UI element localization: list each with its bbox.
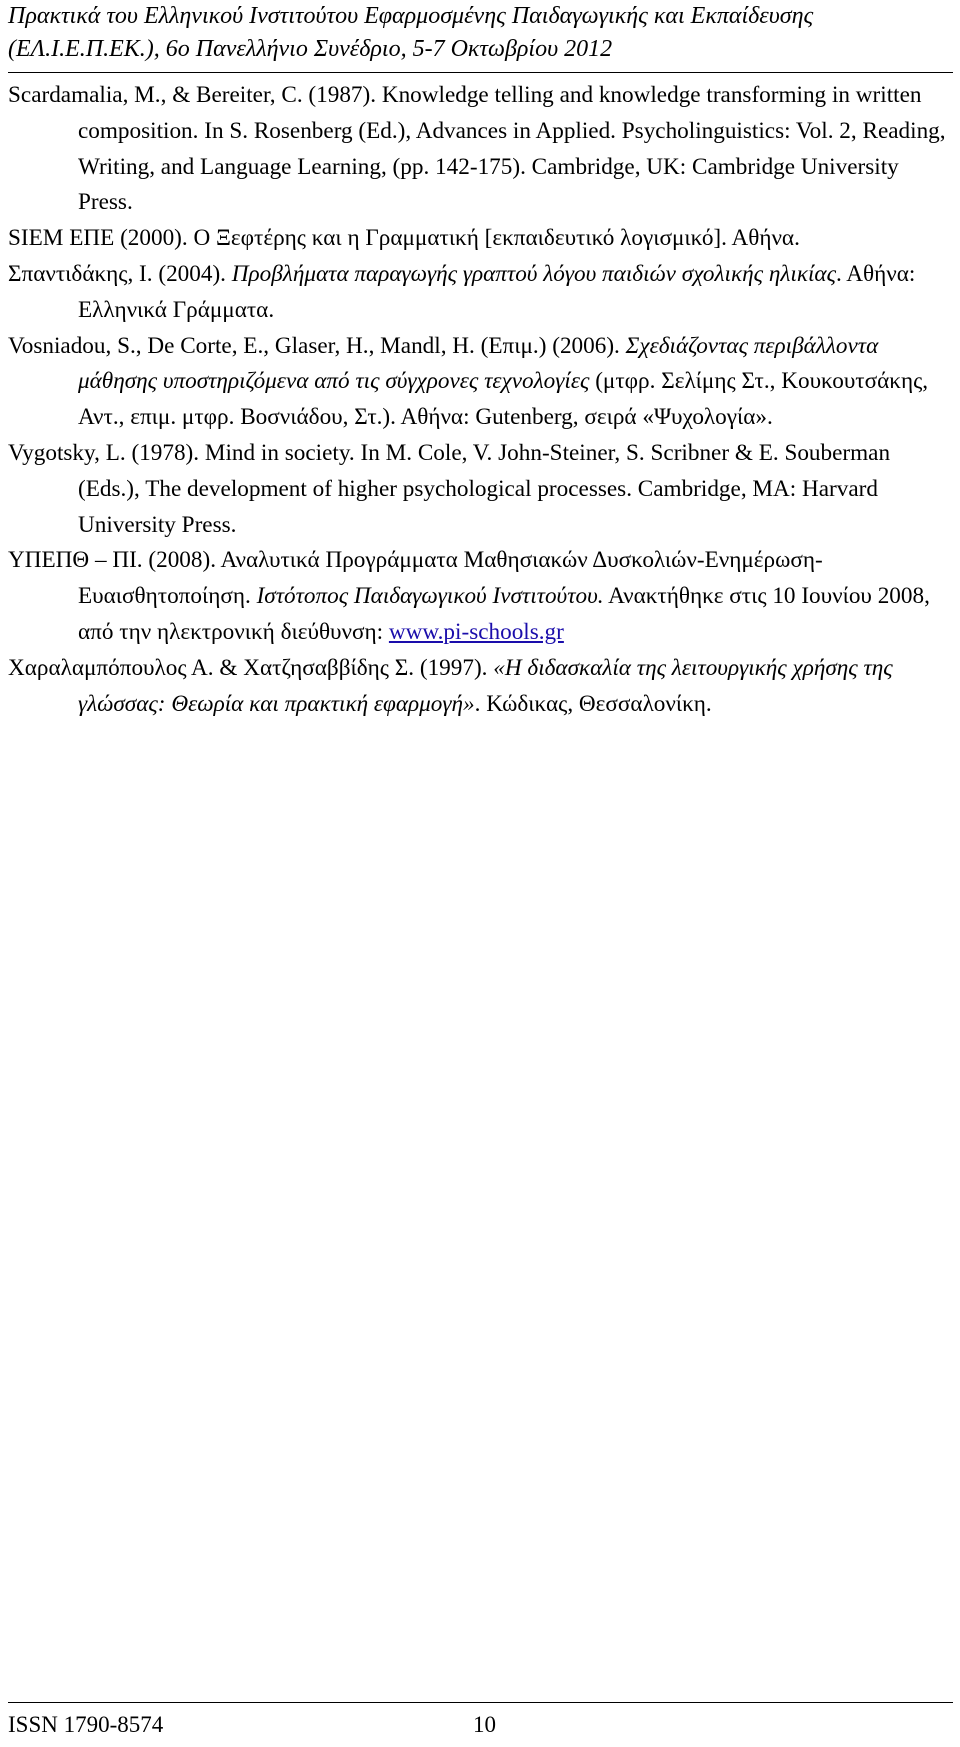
reference-text: Vosniadou, S., De Corte, E., Glaser, H., Mandl, H. (Επιμ.) (2006). (8, 332, 626, 359)
reference-entry (8, 543, 953, 650)
reference-list (8, 78, 953, 722)
reference-text: Vygotsky, L. (1978). Mind in society. In M. Cole, V. John-Steiner, S. Scribner & E. Souberman (Eds.), The development of higher psychological processes. Cambridge, MA: Harvard University Press. (8, 439, 891, 538)
issn-label: ISSN 1790-8574 (8, 1712, 164, 1737)
reference-text: (μτφρ. Σελίμης Στ., Κουκουτσάκης, Αντ., επιμ. μτφρ. Βοσνιάδου, Στ.). Αθήνα: Gutenberg, σειρά «Ψυχολογία». (78, 368, 929, 431)
header-line-2: (ΕΛ.Ι.Ε.Π.ΕΚ.), 6ο Πανελλήνιο Συνέδριο, 5-7 Οκτωβρίου 2012 (8, 36, 613, 62)
reference-entry (8, 651, 953, 723)
page-number: 10 (473, 1712, 496, 1737)
reference-entry (8, 436, 953, 543)
running-header (8, 0, 953, 73)
page-footer (8, 1702, 953, 1737)
reference-text: SIEM ΕΠΕ (2000). O Ξεφτέρης και η Γραμματική [εκπαιδευτικό λογισμικό]. Αθήνα. (8, 225, 800, 252)
reference-text: ΥΠΕΠΘ – ΠΙ. (2008). Αναλυτικά Προγράμματα Μαθησιακών Δυσκολιών-Ενημέρωση-Ευαισθητοποίηση. (8, 547, 823, 610)
reference-title: Προβλήματα παραγωγής γραπτού λόγου παιδιών σχολικής ηλικίας (231, 260, 836, 287)
reference-link[interactable]: www.pi-schools.gr (388, 618, 564, 645)
header-line-1: Πρακτικά του Ελληνικού Ινστιτούτου Εφαρμοσμένης Παιδαγωγικής και Εκπαίδευσης (8, 3, 814, 29)
reference-entry (8, 329, 953, 436)
reference-text: Σπαντιδάκης, Ι. (2004). (8, 260, 232, 287)
reference-entry (8, 221, 953, 257)
reference-entry (8, 257, 953, 329)
reference-text: Scardamalia, M., & Bereiter, C. (1987). Knowledge telling and knowledge transforming in written composition. In S. Rosenberg (Ed.), Advances in Applied. Psycholinguistics: Vol. 2, Reading, Writing, and Language Learning, (pp. 142-175). Cambridge, UK: Cambridge University Press. (8, 82, 946, 216)
reference-text: Ανακτήθηκε στις 10 Ιουνίου 2008, από την ηλεκτρονική διεύθυνση: (78, 583, 930, 645)
reference-title: Ιστότοπος Παιδαγωγικού Ινστιτούτου. (256, 583, 604, 610)
reference-title: «Η διδασκαλία της λειτουργικής χρήσης της γλώσσας: Θεωρία και πρακτική εφαρμογή» (78, 654, 893, 717)
reference-entry (8, 78, 953, 221)
reference-text: Χαραλαμπόπουλος Α. & Χατζησαββίδης Σ. (1997). (8, 654, 494, 681)
reference-text: . Κώδικας, Θεσσαλονίκη. (474, 690, 712, 717)
reference-text: . Αθήνα: Ελληνικά Γράμματα. (78, 260, 916, 323)
reference-title: Σχεδιάζοντας περιβάλλοντα μάθησης υποστηριζόμενα από τις σύγχρονες τεχνολογίες (78, 332, 879, 395)
